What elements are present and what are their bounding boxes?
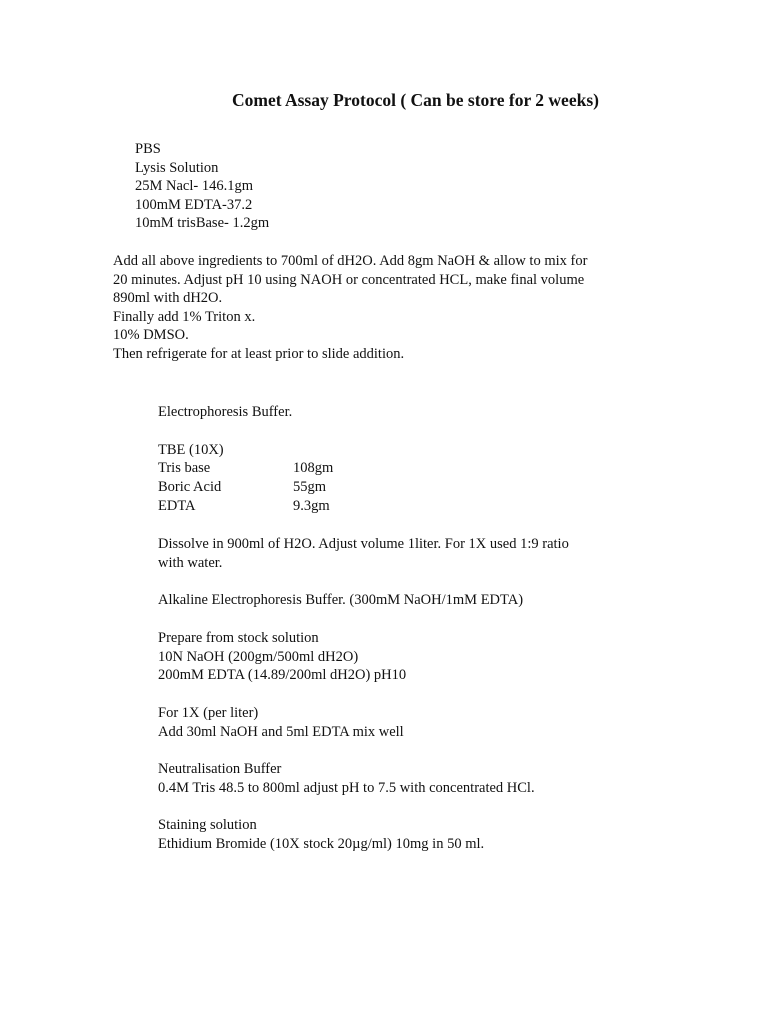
instruction-line: 20 minutes. Adjust pH 10 using NAOH or concentrated HCL, make final volume	[113, 271, 585, 288]
prepare-line: Prepare from stock solution	[158, 630, 319, 646]
instruction-line: Finally add 1% Triton x.	[113, 308, 256, 325]
page-title: Comet Assay Protocol ( Can be store for 2 weeks)	[232, 90, 599, 110]
staining-line: Ethidium Bromide (10X stock 20µg/ml) 10mg in 50 ml.	[158, 835, 485, 852]
prepare-line: 10N NaOH (200gm/500ml dH2O)	[158, 648, 359, 665]
staining-solution	[158, 816, 484, 853]
ingredient-name: Tris base	[158, 460, 211, 476]
lysis-line: 25M Nacl- 146.1gm	[135, 178, 253, 195]
dissolve-line: Dissolve in 900ml of H2O. Adjust volume 1liter. For 1X used 1:9 ratio	[158, 536, 569, 552]
lysis-instructions	[113, 252, 587, 364]
instruction-line: 890ml with dH2O.	[113, 290, 223, 307]
table-row	[158, 497, 196, 516]
dissolve-line: with water.	[158, 554, 223, 571]
neutralisation-line: 0.4M Tris 48.5 to 800ml adjust pH to 7.5 with concentrated HCl.	[158, 779, 535, 796]
table-row	[158, 459, 210, 478]
tbe-label: TBE (10X)	[158, 442, 224, 458]
neutralisation-buffer	[158, 760, 535, 797]
electrophoresis-heading: Electrophoresis Buffer.	[158, 404, 293, 420]
neutralisation-line: Neutralisation Buffer	[158, 761, 282, 777]
ingredient-amount: 9.3gm	[293, 498, 330, 514]
alkaline-prepare	[158, 629, 406, 685]
lysis-line: 10mM trisBase- 1.2gm	[135, 215, 270, 232]
lysis-line: 100mM EDTA-37.2	[135, 196, 253, 213]
prepare-line: 200mM EDTA (14.89/200ml dH2O) pH10	[158, 667, 407, 684]
ingredient-amount: 108gm	[293, 460, 334, 476]
alkaline-heading: Alkaline Electrophoresis Buffer. (300mM NaOH/1mM EDTA)	[158, 592, 524, 608]
lysis-line: Lysis Solution	[135, 159, 219, 176]
dissolve-instructions	[158, 535, 569, 572]
instruction-line: Then refrigerate for at least prior to slide addition.	[113, 345, 405, 362]
alkaline-per-liter	[158, 704, 404, 741]
staining-line: Staining solution	[158, 817, 257, 833]
lysis-line: PBS	[135, 141, 161, 157]
ingredient-name: EDTA	[158, 498, 196, 514]
ingredient-amount: 55gm	[293, 479, 327, 495]
instruction-line: 10% DMSO.	[113, 327, 189, 344]
lysis-solution-list	[135, 140, 269, 233]
per-liter-line: For 1X (per liter)	[158, 705, 259, 721]
per-liter-line: Add 30ml NaOH and 5ml EDTA mix well	[158, 723, 404, 740]
ingredient-name: Boric Acid	[158, 479, 222, 495]
instruction-line: Add all above ingredients to 700ml of dH2O. Add 8gm NaOH & allow to mix for	[113, 253, 588, 269]
table-row	[158, 478, 221, 497]
